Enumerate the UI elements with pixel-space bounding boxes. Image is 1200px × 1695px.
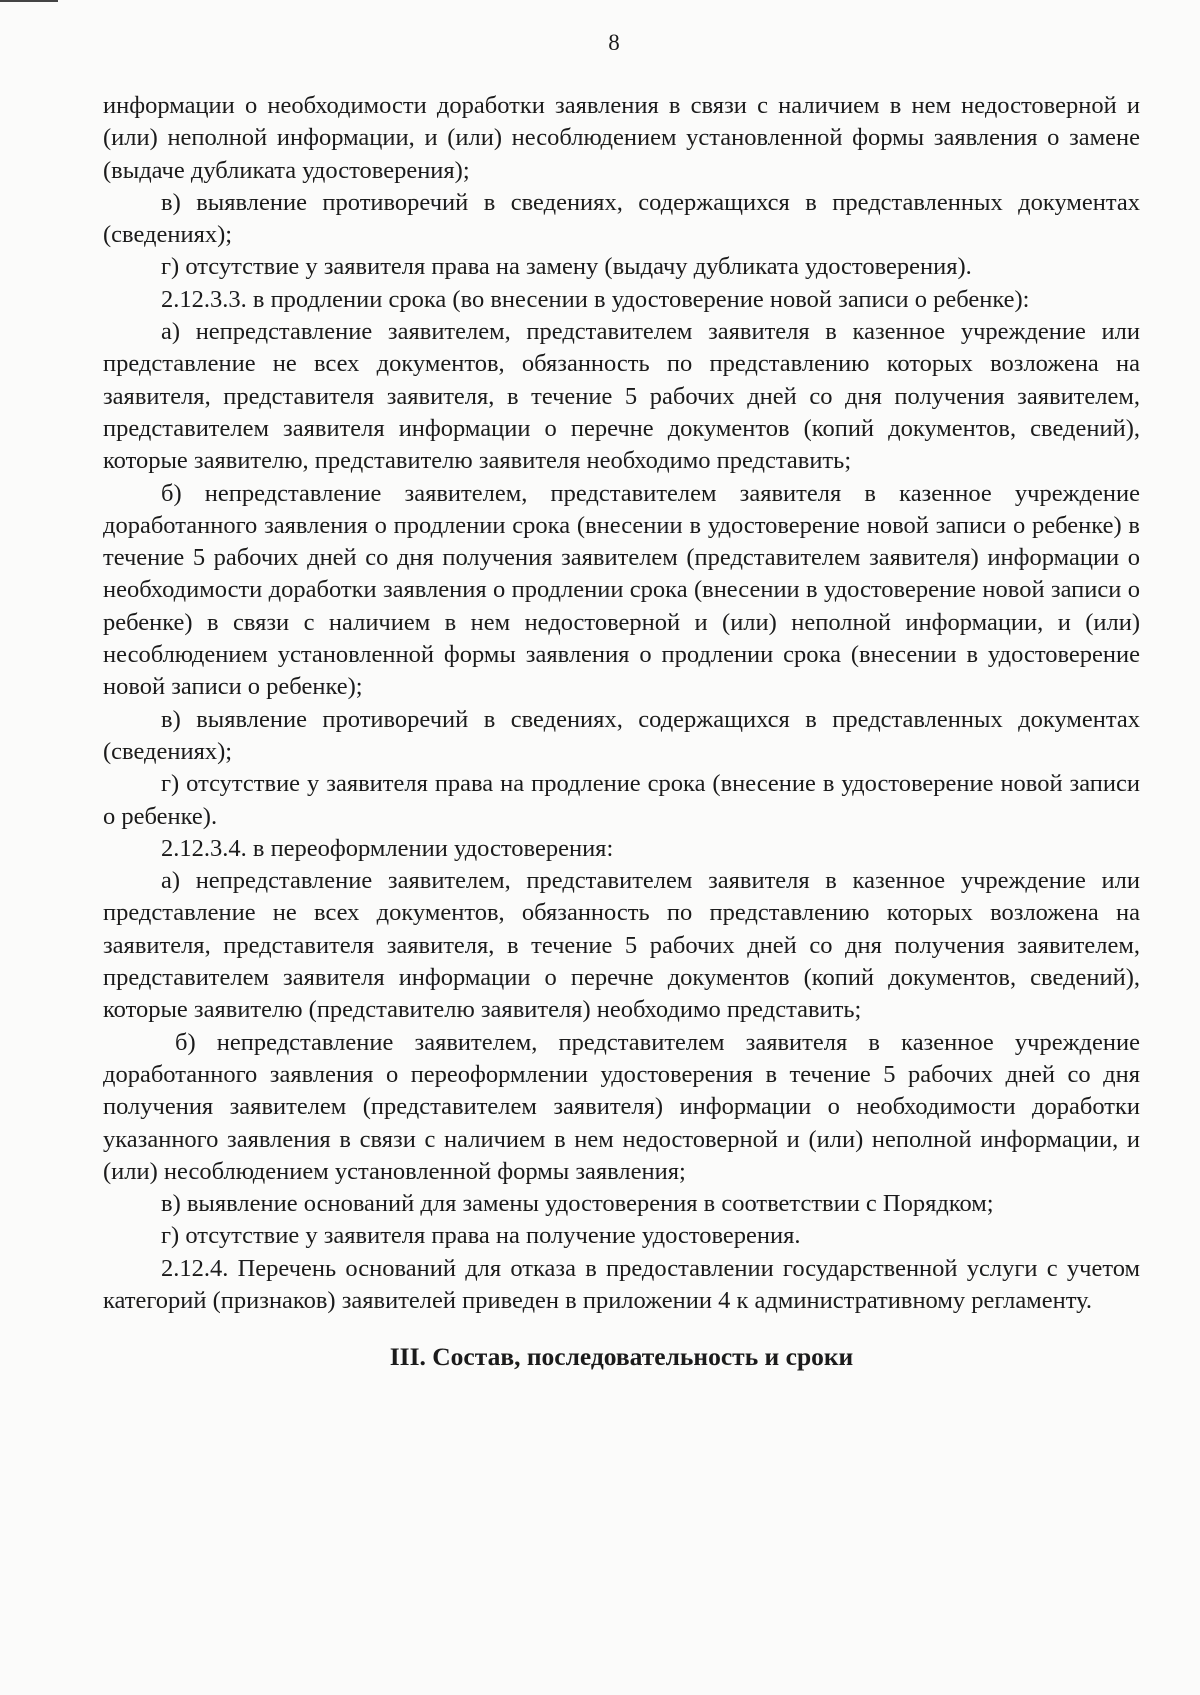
paragraph-continuation: информации о необходимости доработки заявления в связи с наличием в нем недостоверной и (или) неполной информации, и (или) несоблюдением установленной формы заявления о замене (выдаче дубликата удостоверения); <box>103 92 1140 184</box>
paragraph-2-12-4: 2.12.4. Перечень оснований для отказа в предоставлении государственной услуги с учетом категорий (признаков) заявителей приведен в приложении 4 к административному регламенту. <box>103 1254 1140 1314</box>
paragraph-2-12-3-4: 2.12.3.4. в переоформлении удостоверения: <box>161 834 614 862</box>
section-heading: III. Состав, последовательность и сроки <box>389 1342 854 1372</box>
paragraph-item-a-non-submission-2: а) непредставление заявителем, представителем заявителя в казенное учреждение или представление не всех документов, обязанность по представлению которых возложена на заявителя, представителя заявителя, в течение 5 рабочих дней со дня получения заявителем, представителем заявителя информации о перечне документов (копий документов, сведений), которые заявителю (представителю заявителя) необходимо представить; <box>103 867 1140 1024</box>
paragraph-item-g-no-right-receipt: г) отсутствие у заявителя права на получение удостоверения. <box>161 1222 801 1250</box>
scan-edge-mark <box>0 0 58 2</box>
paragraph-item-v-contradictions: в) выявление противоречий в сведениях, содержащихся в представленных документах (сведениях); <box>103 188 1140 249</box>
paragraph-2-12-3-3: 2.12.3.3. в продлении срока (во внесении в удостоверение новой записи о ребенке): <box>161 285 1030 313</box>
paragraph-item-b-non-submission-reissue: б) непредставление заявителем, представителем заявителя в казенное учреждение доработанного заявления о переоформлении удостоверения в течение 5 рабочих дней со дня получения заявителем (представителем заявителя) информации о необходимости доработки указанного заявления в связи с наличием в нем недостоверной и (или) неполной информации, и (или) несоблюдением установленной формы заявления; <box>103 1028 1140 1185</box>
paragraph-item-g-no-right-extension: г) отсутствие у заявителя права на продление срока (внесение в удостоверение новой записи о ребенке). <box>103 770 1140 830</box>
paragraph-item-g-no-right-replacement: г) отсутствие у заявителя права на замену (выдачу дубликата удостоверения). <box>161 253 972 281</box>
paragraph-item-v-contradictions-2: в) выявление противоречий в сведениях, содержащихся в представленных документах (сведениях); <box>103 705 1140 765</box>
paragraph-item-v-grounds-replacement: в) выявление оснований для замены удостоверения в соответствии с Порядком; <box>161 1190 994 1218</box>
document-body <box>103 90 1140 1374</box>
paragraph-item-b-non-submission-revised: б) непредставление заявителем, представителем заявителя в казенное учреждение доработанного заявления о продлении срока (внесении в удостоверение новой записи о ребенке) в течение 5 рабочих дней со дня получения заявителем (представителем заявителя) информации о необходимости доработки заявления о продлении срока (внесении в удостоверение новой записи о ребенке) в связи с наличием в нем недостоверной и (или) неполной информации, и (или) несоблюдением установленной формы заявления о продлении срока (внесении в удостоверение новой записи о ребенке); <box>103 479 1140 701</box>
page-number: 8 <box>608 30 620 55</box>
paragraph-item-a-non-submission: а) непредставление заявителем, представителем заявителя в казенное учреждение или представление не всех документов, обязанность по представлению которых возложена на заявителя, представителя заявителя, в течение 5 рабочих дней со дня получения заявителем, представителем заявителя информации о перечне документов (копий документов, сведений), которые заявителю, представителю заявителя необходимо представить; <box>103 318 1140 475</box>
